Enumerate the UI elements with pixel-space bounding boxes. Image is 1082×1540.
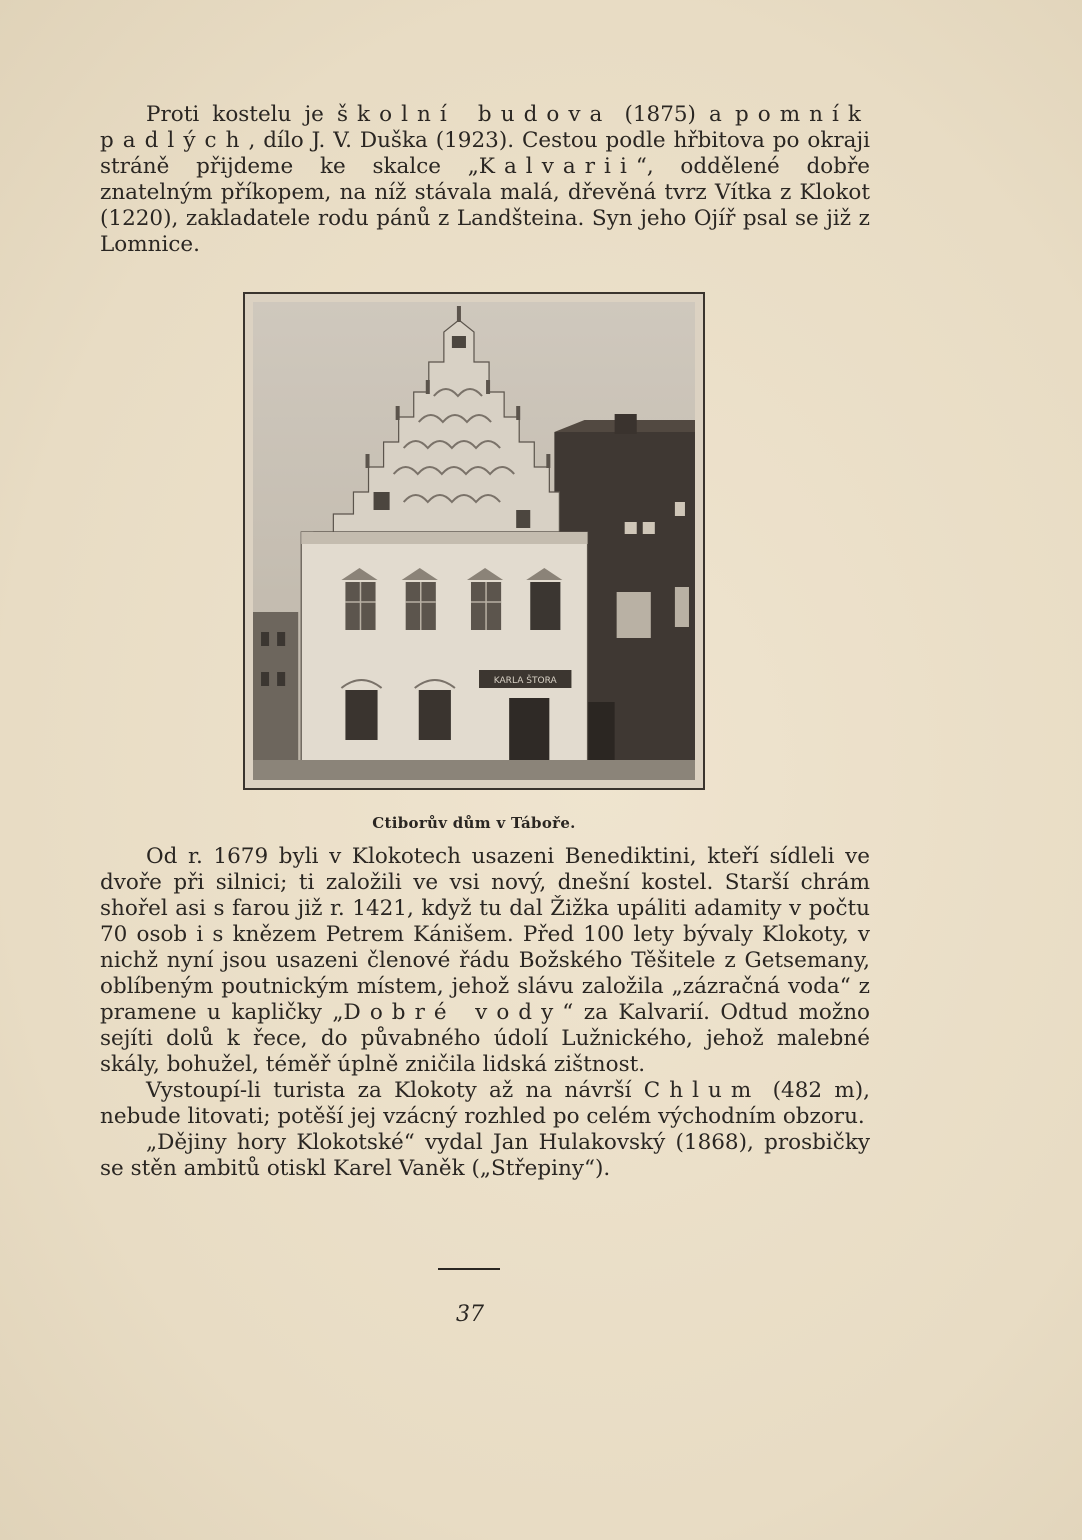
spaced-term: pomník padlých: [100, 102, 870, 153]
spaced-term: školní budova: [336, 102, 612, 127]
paragraph-dejiny: „Dějiny hory Klokotské“ vydal Jan Hulakovský (1868), prosbičky se stěn ambitů otiskl Karel Vaněk („Střepiny“).: [100, 1130, 870, 1181]
photo-caption: Ctiborův dům v Táboře.: [372, 814, 576, 832]
section-divider: [438, 1268, 500, 1270]
paragraph-benediktini: Od r. 1679 byli v Klokotech usazeni Benediktini, kteří sídleli ve dvoře při silnici; ti založili ve vsi nový, dnešní kostel. Starší chrám shořel asi s farou již r. 1421, když tu dal Žižka upáliti adamity v počtu 70 osob i s knězem Petrem Kánišem. Před 100 lety bývaly Klokoty, v nichž nyní jsou usazeni členové řádu Božského Těšitele z Getsemany, oblíbeným poutnickým místem, jehož slávu založila „zázračná voda“ z pramene u kapličky „Dobré vody“ za Kalvarií. Odtud možno sejíti dolů k řece, do půvabného údolí Lužnického, jehož malebné skály, bohužel, téměř úplně zničila lidská zištnost.: [100, 844, 870, 1077]
paragraph-chlum: Vystoupí-li turista za Klokoty až na návrší Chlum (482 m), nebude litovati; potěší jej vzácný rozhled po celém východním obzoru.: [100, 1078, 871, 1129]
page-number: 37: [456, 1302, 484, 1327]
ctiboruv-dum-image: [253, 302, 695, 780]
building-photo: [243, 292, 705, 790]
spaced-term: Dobré vody: [343, 1000, 563, 1025]
spaced-term: Chlum: [643, 1078, 761, 1103]
spaced-term: Kalvarii: [478, 154, 636, 179]
shop-sign: KARLA ŠTORA: [493, 676, 557, 686]
body-text: [100, 844, 870, 1182]
intro-paragraph: Proti kostelu je školní budova (1875) a pomník padlých, dílo J. V. Duška (1923). Cestou podle hřbitova po okraji stráně přijdeme ke skalce „Kalvarii“, oddělené dobře znatelným příkopem, na níž stávala malá, dřevěná tvrz Vítka z Klokot (1220), zakladatele rodu pánů z Landšteina. Syn jeho Ojíř psal se již z Lomnice.: [100, 102, 870, 257]
